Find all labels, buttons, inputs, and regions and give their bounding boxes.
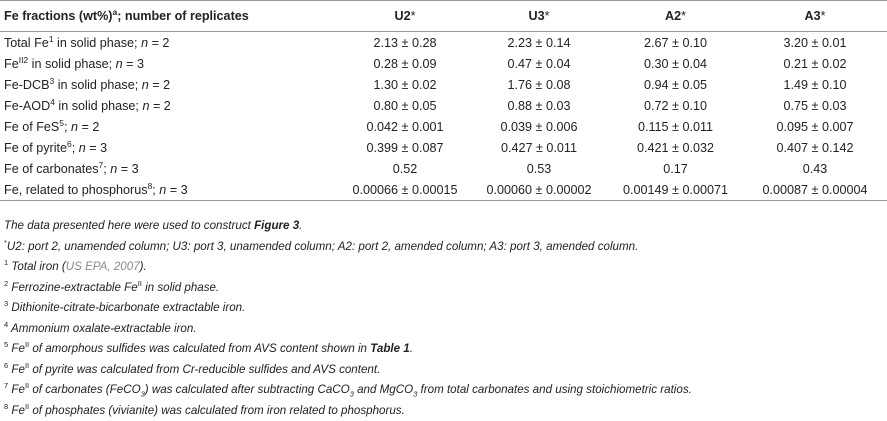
footnote-figure-ref: The data presented here were used to construct Figure 3.	[4, 216, 884, 237]
footnote-3: $^3$ Dithionite-citrate-bicarbonate extractable iron.	[4, 298, 884, 319]
row-label: Fe of FeS$^5$; n = 2	[0, 116, 340, 137]
table-row	[0, 95, 887, 116]
row-label: Fe of carbonates$^7$; n = 3	[0, 158, 340, 179]
footnote-5: $^5$ $Fe^{II}$ of amorphous sulfides was calculated from AVS content shown in Table 1.	[4, 339, 884, 360]
cell-u3: 0.53	[470, 158, 608, 179]
table-footnotes	[4, 216, 884, 421]
cell-a2: 0.72 ± 0.10	[608, 95, 743, 116]
cell-u3: 0.47 ± 0.04	[470, 53, 608, 74]
cell-u2: 0.80 ± 0.05	[340, 95, 470, 116]
cell-a2: 0.115 ± 0.011	[608, 116, 743, 137]
footnote-8: $^8$ $Fe^{II}$ of phosphates (vivianite) was calculated from iron related to phosphorus.	[4, 401, 884, 421]
cell-u2: 0.28 ± 0.09	[340, 53, 470, 74]
table-row	[0, 158, 887, 179]
cell-u3: 0.039 ± 0.006	[470, 116, 608, 137]
cell-a3: 0.43	[743, 158, 887, 179]
cell-a2: 0.17	[608, 158, 743, 179]
table-row	[0, 53, 887, 74]
cell-u2: 0.00066 ± 0.00015	[340, 179, 470, 201]
table-row	[0, 137, 887, 158]
table-row	[0, 116, 887, 137]
cell-u3: 0.88 ± 0.03	[470, 95, 608, 116]
footnote-1: $^1$ Total iron (US EPA, 2007).	[4, 257, 884, 278]
cell-u2: 0.52	[340, 158, 470, 179]
table-row	[0, 74, 887, 95]
table-row	[0, 32, 887, 54]
header-fe-fractions: Fe fractions $(wt\%)^a$; number of replicates	[0, 1, 340, 32]
cell-u2: 0.399 ± 0.087	[340, 137, 470, 158]
cell-a2: 0.421 ± 0.032	[608, 137, 743, 158]
cell-a3: 0.407 ± 0.142	[743, 137, 887, 158]
cell-a3: 0.00087 ± 0.00004	[743, 179, 887, 201]
cell-a3: 0.75 ± 0.03	[743, 95, 887, 116]
footnote-6: $^6$ $Fe^{II}$ of pyrite was calculated from Cr-reducible sulfides and AVS content.	[4, 360, 884, 381]
header-u3: U3*	[470, 1, 608, 32]
cell-u2: 2.13 ± 0.28	[340, 32, 470, 54]
cell-u2: 1.30 ± 0.02	[340, 74, 470, 95]
cell-a3: 0.21 ± 0.02	[743, 53, 887, 74]
footnote-4: $^4$ Ammonium oxalate-extractable iron.	[4, 319, 884, 340]
row-label: Fe-AOD$^4$ in solid phase; n = 2	[0, 95, 340, 116]
footnote-2: $^2$ Ferrozine-extractable $Fe^{II}$ in solid phase.	[4, 278, 884, 299]
header-row	[0, 1, 887, 32]
table-body	[0, 32, 887, 201]
table-row	[0, 179, 887, 201]
cell-a3: 1.49 ± 0.10	[743, 74, 887, 95]
row-label: $Fe^{II2}$ in solid phase; n = 3	[0, 53, 340, 74]
cell-u3: 0.00060 ± 0.00002	[470, 179, 608, 201]
cell-a2: 0.94 ± 0.05	[608, 74, 743, 95]
cell-u2: 0.042 ± 0.001	[340, 116, 470, 137]
cell-a3: 3.20 ± 0.01	[743, 32, 887, 54]
cell-a3: 0.095 ± 0.007	[743, 116, 887, 137]
cell-u3: 0.427 ± 0.011	[470, 137, 608, 158]
header-a3: A3*	[743, 1, 887, 32]
cell-a2: 2.67 ± 0.10	[608, 32, 743, 54]
row-label: Fe-DCB$^3$ in solid phase; n = 2	[0, 74, 340, 95]
citation-link[interactable]: US EPA, 2007	[66, 260, 140, 273]
footnote-columns: *U2: port 2, unamended column; U3: port 3, unamended column; A2: port 2, amended column; A3: port 3, amended column.	[4, 237, 884, 258]
fe-fractions-table	[0, 0, 887, 201]
footnote-7: $^7$ $Fe^{II}$ of carbonates (FeCO$_3$) was calculated after subtracting CaCO$_3$ and MgCO$_3$ from total carbonates and using stoichiometric ratios.	[4, 380, 884, 401]
row-label: Fe, related to phosphorus$^8$; n = 3	[0, 179, 340, 201]
cell-a2: 0.00149 ± 0.00071	[608, 179, 743, 201]
cell-a2: 0.30 ± 0.04	[608, 53, 743, 74]
header-u2: U2*	[340, 1, 470, 32]
row-label: Total Fe$^1$ in solid phase; n = 2	[0, 32, 340, 54]
header-a2: A2*	[608, 1, 743, 32]
cell-u3: 1.76 ± 0.08	[470, 74, 608, 95]
cell-u3: 2.23 ± 0.14	[470, 32, 608, 54]
row-label: Fe of pyrite$^6$; n = 3	[0, 137, 340, 158]
